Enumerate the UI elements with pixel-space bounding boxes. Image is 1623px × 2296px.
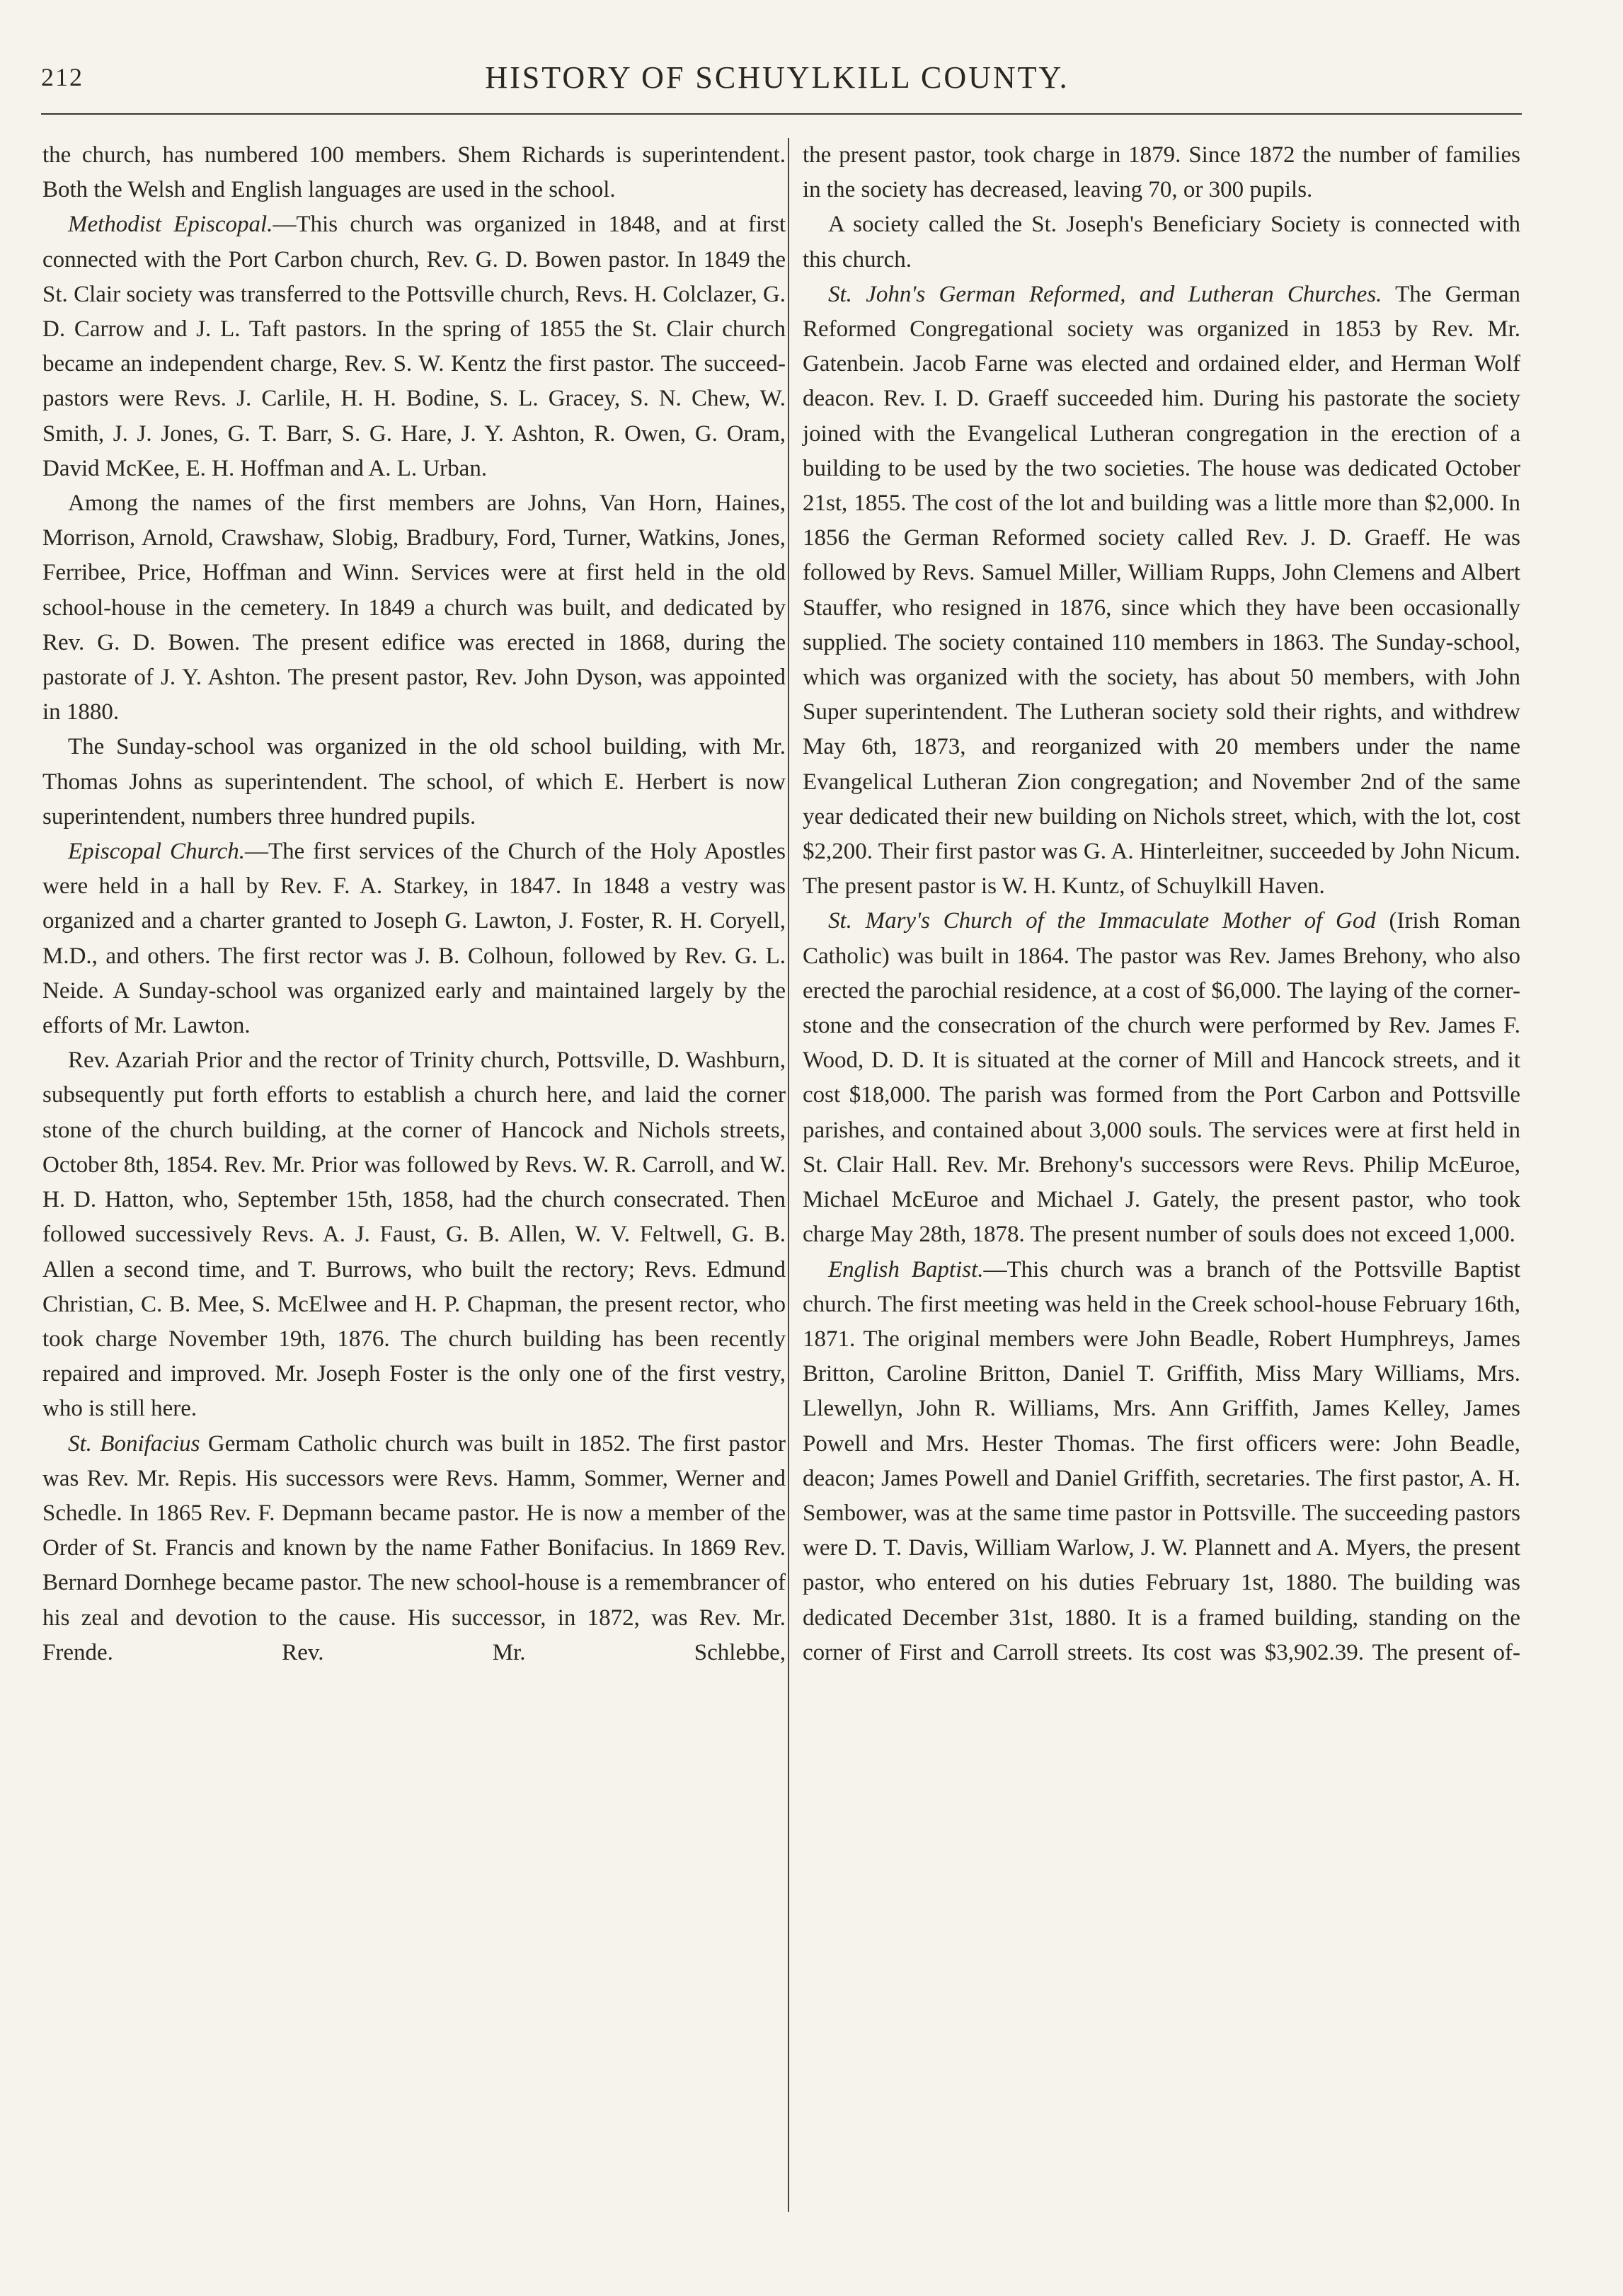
paragraph: Rev. Azariah Prior and the rector of Trinity church, Pottsville, D. Washburn, subsequently put forth efforts to establish a church here, and laid the corner stone of the church building, at the corner of Hancock and Nichols streets, October 8th, 1854. Rev. Mr. Prior was followed by Revs. W. R. Carroll, and W. H. D. Hatton, who, September 15th, 1858, had the church consecrated. Then followed successively Revs. A. J. Faust, G. B. Allen, W. V. Feltwell, G. B. Allen a second time, and T. Burrows, who built the rectory; Revs. Edmund Christian, C. B. Mee, S. McElwee and H. P. Chapman, the present rector, who took charge November 19th, 1876. The church building has been recently repaired and improved. Mr. Joseph Foster is the only one of the first vestry, who is still here. [42,1047,786,1422]
paragraph: Among the names of the first members are Johns, Van Horn, Haines, Morrison, Arnold, Crawshaw, Slobig, Bradbury, Ford, Turner, Watkins, Jones, Ferribee, Price, Hoffman and Winn. Services were at first held in the old school-house in the cemetery. In 1849 a church was built, and dedicated by Rev. G. D. Bowen. The present edifice was erected in 1868, during the pastorate of J. Y. Ashton. The present pastor, Rev. John Dyson, was appointed in 1880. [42,490,786,725]
paragraph: English Baptist.—This church was a branch of the Pottsville Baptist church. The first meeting was held in the Creek school-house February 16th, 1871. The original members were John Beadle, Robert Humphreys, James Britton, Caroline Britton, Daniel T. Griffith, Miss Mary Williams, Mrs. Llewellyn, John R. Williams, Mrs. Ann Griffith, James Kelley, James Powell and Mrs. Hester Thomas. The first officers were: John Beadle, deacon; James Powell and Daniel Griffith, secretaries. The first pastor, A. H. Sembower, was at the same time pastor in Pottsville. The succeeding pastors were D. T. Davis, William Warlow, J. W. Plannett and A. Myers, the present pastor, who entered on his duties February 1st, 1880. The building was dedicated December 31st, 1880. It is a framed building, standing on the corner of First and Carroll streets. Its cost was $3,902.39. The present of- [803,1256,1521,1665]
page-header [41,55,1513,105]
paragraph: Episcopal Church.—The first services of the Church of the Holy Apostles were held in a hall by Rev. F. A. Starkey, in 1847. In 1848 a vestry was organized and a charter granted to Joseph G. Lawton, J. Foster, R. H. Coryell, M.D., and others. The first rector was J. B. Colhoun, followed by Rev. G. L. Neide. A Sunday-school was organized early and maintained largely by the efforts of Mr. Lawton. [42,839,786,1039]
header-rule [41,113,1522,115]
right-column [803,138,1520,1670]
paragraph: the church, has numbered 100 members. Shem Richards is superintendent. Both the Welsh and English languages are used in the school. [42,142,786,203]
paragraph: St. John's German Reformed, and Lutheran Churches. The German Reformed Congregational society was organized in 1853 by Rev. Mr. Gatenbein. Jacob Farne was elected and ordained elder, and Herman Wolf deacon. Rev. I. D. Graeff succeeded him. During his pastorate the society joined with the Evangelical Lutheran congregation in the erection of a building to be used by the two societies. The house was dedicated October 21st, 1855. The cost of the lot and building was a little more than $2,000. In 1856 the German Reformed society called Rev. J. D. Graeff. He was followed by Revs. Samuel Miller, William Rupps, John Clemens and Albert Stauffer, who resigned in 1876, since which they have been occasionally supplied. The society contained 110 members in 1863. The Sunday-school, which was organized with the society, has about 50 members, with John Super superintendent. The Lutheran society sold their rights, and withdrew May 6th, 1873, and reorganized with 20 members under the name Evangelical Lutheran Zion congregation; and November 2nd of the same year dedicated their new building on Nichols street, which, with the lot, cost $2,200. Their first pastor was G. A. Hinterleitner, succeeded by John Nicum. The present pastor is W. H. Kuntz, of Schuylkill Haven. [803,281,1520,900]
running-title: HISTORY OF SCHUYLKILL COUNTY. [485,60,1069,95]
section-heading: St. Mary's Church of the Immaculate Mother of God [828,908,1376,934]
left-column [42,138,786,1670]
section-heading: Methodist Episcopal. [68,212,273,238]
page-number: 212 [41,63,84,91]
section-heading: St. John's German Reformed, and Lutheran Churches. [828,281,1382,307]
paragraph: St. Bonifacius Germam Catholic church was built in 1852. The first pastor was Rev. Mr. Repis. His successors were Revs. Hamm, Sommer, Werner and Schedle. In 1865 Rev. F. Depmann became pastor. He is now a member of the Order of St. Francis and known by the name Father Bonifacius. In 1869 Rev. Bernard Dornhege became pastor. The new school-house is a remembrancer of his zeal and devotion to the cause. His successor, in 1872, was Rev. Mr. Frende. Rev. Mr. Schlebbe, [42,1430,786,1665]
paragraph: St. Mary's Church of the Immaculate Mother of God (Irish Roman Catholic) was built in 1864. The pastor was Rev. James Brehony, who also erected the parochial residence, at a cost of $6,000. The laying of the corner-stone and the consecration of the church were performed by Rev. James F. Wood, D. D. It is situated at the corner of Mill and Hancock streets, and it cost $18,000. The parish was formed from the Port Carbon and Pottsville parishes, and contained about 3,000 souls. The services were at first held in St. Clair Hall. Rev. Mr. Brehony's successors were Revs. Philip McEuroe, Michael McEuroe and Michael J. Gately, the present pastor, who took charge May 28th, 1878. The present number of souls does not exceed 1,000. [803,908,1520,1248]
section-heading: Episcopal Church. [68,839,245,865]
paragraph: the present pastor, took charge in 1879. Since 1872 the number of families in the society has decreased, leaving 70, or 300 pupils. [803,142,1520,203]
section-heading: St. Bonifacius [68,1430,200,1457]
paragraph: The Sunday-school was organized in the old school building, with Mr. Thomas Johns as superintendent. The school, of which E. Herbert is now superintendent, numbers three hundred pupils. [42,734,786,830]
section-heading: English Baptist. [828,1256,984,1282]
paragraph: A society called the St. Joseph's Beneficiary Society is connected with this church. [803,212,1520,272]
paragraph: Methodist Episcopal.—This church was organized in 1848, and at first connected with the Port Carbon church, Rev. G. D. Bowen pastor. In 1849 the St. Clair society was transferred to the Pottsville church, Revs. H. Colclazer, G. D. Carrow and J. L. Taft pastors. In the spring of 1855 the St. Clair church became an independent charge, Rev. S. W. Kentz the first pastor. The succeed- pastors were Revs. J. Carlile, H. H. Bodine, S. L. Gracey, S. N. Chew, W. Smith, J. J. Jones, G. T. Barr, S. G. Hare, J. Y. Ashton, R. Owen, G. Oram, David McKee, E. H. Hoffman and A. L. Urban. [42,212,786,481]
column-divider [788,138,789,2212]
